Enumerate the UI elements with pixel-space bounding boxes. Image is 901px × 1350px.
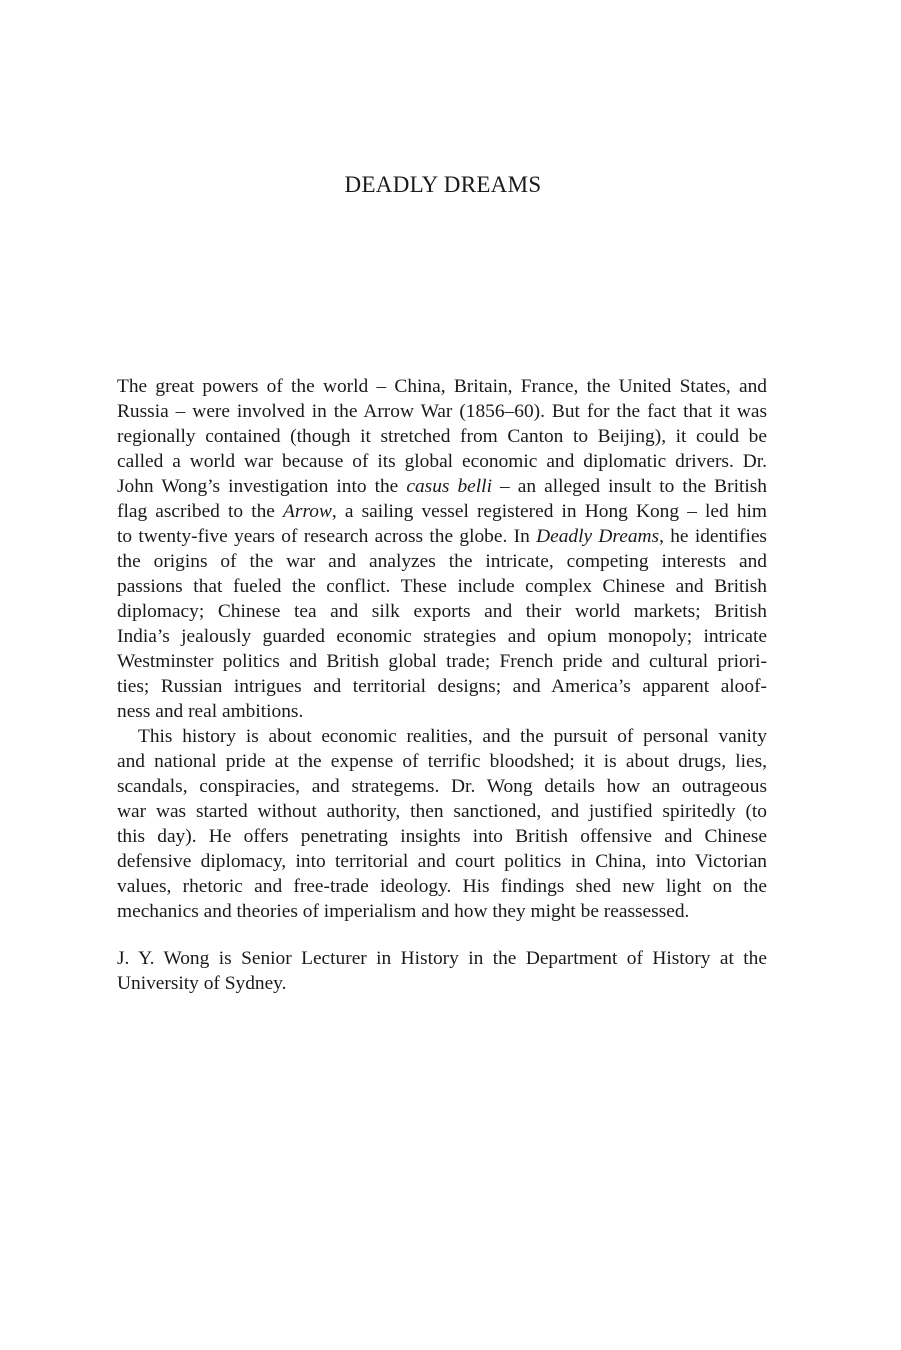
text-line: this day). He offers penetrating insights into British offensive and Chinese (117, 826, 767, 847)
italic-title: casus belli (406, 476, 492, 497)
text-line: Russia – were involved in the Arrow War (1856–60). But for the fact that it was (117, 401, 767, 422)
text-line: John Wong’s investigation into the casus belli – an alleged insult to the British (117, 476, 767, 497)
text-line: The great powers of the world – China, Britain, France, the United States, and (117, 376, 767, 397)
paragraph-gap (117, 924, 767, 946)
text-line: to twenty-five years of research across the globe. In Deadly Dreams, he identifies (117, 526, 767, 547)
text-line: India’s jealously guarded economic strategies and opium monopoly; intricate (117, 626, 767, 647)
text-line: and national pride at the expense of terrific bloodshed; it is about drugs, lies, (117, 751, 767, 772)
body-text (117, 374, 767, 996)
italic-title: Arrow (283, 501, 332, 522)
text-line: flag ascribed to the Arrow, a sailing vessel registered in Hong Kong – led him (117, 501, 767, 522)
text-line: University of Sydney. (117, 973, 287, 994)
text-line: J. Y. Wong is Senior Lecturer in History in the Department of History at the (117, 948, 767, 969)
text-line: diplomacy; Chinese tea and silk exports and their world markets; British (117, 601, 767, 622)
text-line: ties; Russian intrigues and territorial designs; and America’s apparent aloof- (117, 676, 767, 697)
text-line: the origins of the war and analyzes the intricate, competing interests and (117, 551, 767, 572)
text-line: regionally contained (though it stretched from Canton to Beijing), it could be (117, 426, 767, 447)
text-line: values, rhetoric and free-trade ideology. His findings shed new light on the (117, 876, 767, 897)
page-title: DEADLY DREAMS (344, 172, 542, 197)
text-line: defensive diplomacy, into territorial and court politics in China, into Victorian (117, 851, 767, 872)
paragraph-summary (117, 374, 767, 724)
text-line: scandals, conspiracies, and strategems. Dr. Wong details how an outrageous (117, 776, 767, 797)
text-line: ness and real ambitions. (117, 701, 304, 722)
text-line: war was started without authority, then sanctioned, and justified spiritedly (to (117, 801, 767, 822)
text-line: This history is about economic realities, and the pursuit of personal vanity (138, 726, 767, 747)
paragraph-history (117, 724, 767, 924)
italic-title: Deadly Dreams (536, 526, 660, 547)
text-line: called a world war because of its global economic and diplomatic drivers. Dr. (117, 451, 767, 472)
text-line: passions that fueled the conflict. These include complex Chinese and British (117, 576, 767, 597)
text-line: mechanics and theories of imperialism and how they might be reassessed. (117, 901, 690, 922)
author-bio (117, 946, 767, 996)
text-line: Westminster politics and British global trade; French pride and cultural priori- (117, 651, 767, 672)
